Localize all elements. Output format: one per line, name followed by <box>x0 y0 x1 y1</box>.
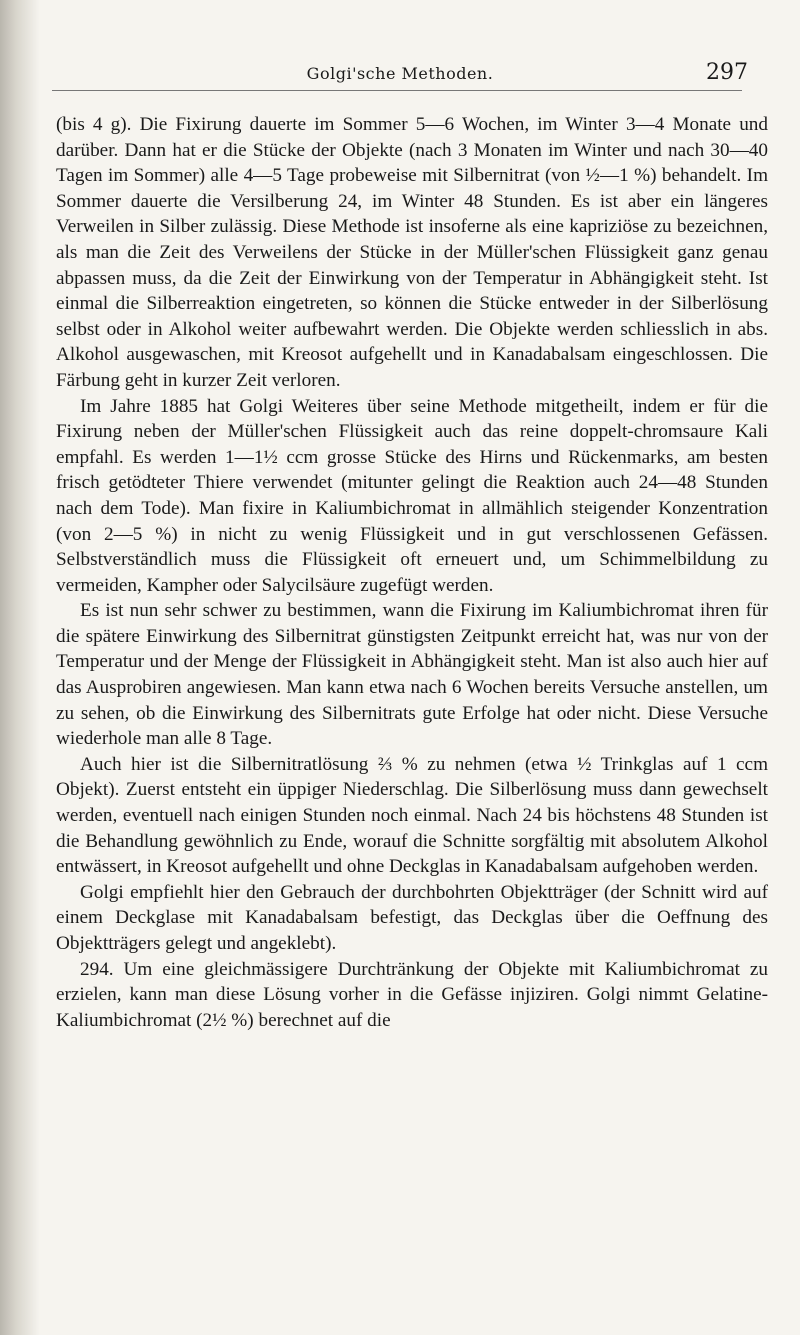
paragraph-6: 294. Um eine gleichmässigere Durchtränkung der Objekte mit Kaliumbichromat zu erzielen, kann man diese Lösung vorher in die Gefässe injiziren. Golgi nimmt Gelatine-Kaliumbichromat (2½ %) berechnet auf die <box>56 958 768 1031</box>
page-number: 297 <box>706 60 748 85</box>
binding-shadow <box>0 0 40 1335</box>
running-head: Golgi'sche Methoden. <box>306 64 494 83</box>
body-text <box>56 112 768 1033</box>
paragraph-4: Auch hier ist die Silbernitratlösung ⅔ % zu nehmen (etwa ½ Trinkglas auf 1 ccm Objekt). Zuerst entsteht ein üppiger Niederschlag. Die Silberlösung muss dann gewechselt werden, eventuell nach einigen Stunden noch einmal. Nach 24 bis höchstens 48 Stunden ist die Behandlung gewöhnlich zu Ende, worauf die Schnitte sorgfältig mit absolutem Alkohol entwässert, in Kreosot aufgehellt und ohne Deckglas in Kanadabalsam aufgehoben werden. <box>56 753 768 878</box>
paragraph-2: Im Jahre 1885 hat Golgi Weiteres über seine Methode mitgetheilt, indem er für die Fixirung neben der Müller'schen Flüssigkeit auch das reine doppelt-chromsaure Kali empfahl. Es werden 1—1½ ccm grosse Stücke des Hirns und Rückenmarks, am besten frisch getödteter Thiere verwendet (mitunter gelingt die Reaktion auch 24—48 Stunden nach dem Tode). Man fixire in Kaliumbichromat in allmählich steigender Konzentration (von 2—5 %) in nicht zu wenig Flüssigkeit und in gut verschlossenen Gefässen. Selbstverständlich muss die Flüssigkeit oft erneuert und, um Schimmelbildung zu vermeiden, Kampher oder Salycilsäure zugefügt werden. <box>56 395 768 596</box>
header-rule <box>52 90 742 91</box>
paragraph-3: Es ist nun sehr schwer zu bestimmen, wann die Fixirung im Kaliumbichromat ihren für die spätere Einwirkung des Silbernitrat günstigsten Zeitpunkt erreicht hat, was nur von der Temperatur und der Menge der Flüssigkeit in Abhängigkeit steht. Man ist also auch hier auf das Ausprobiren angewiesen. Man kann etwa nach 6 Wochen bereits Versuche anstellen, um zu sehen, ob die Einwirkung des Silbernitrats gute Erfolge hat oder nicht. Diese Versuche wiederhole man alle 8 Tage. <box>56 600 768 750</box>
paragraph-1: (bis 4 g). Die Fixirung dauerte im Sommer 5—6 Wochen, im Winter 3—4 Monate und darüber. Dann hat er die Stücke der Objekte (nach 3 Monaten im Winter und nach 30—40 Tagen im Sommer) alle 4—5 Tage probeweise mit Silbernitrat (von ½—1 %) behandelt. Im Sommer dauerte die Versilberung 24, im Winter 48 Stunden. Es ist aber ein längeres Verweilen in Silber zulässig. Diese Methode ist insoferne als eine kapriziöse zu bezeichnen, als man die Zeit des Verweilens der Stücke in der Müller'schen Flüssigkeit ganz genau abpassen muss, da die Zeit der Einwirkung von der Temperatur in Abhängigkeit steht. Ist einmal die Silberreaktion eingetreten, so können die Stücke entweder in der Silberlösung selbst oder in Alkohol weiter aufbewahrt werden. Die Objekte werden schliesslich in abs. Alkohol ausgewaschen, mit Kreosot aufgehellt und in Kanadabalsam eingeschlossen. Die Färbung geht in kurzer Zeit verloren. <box>56 114 768 391</box>
paragraph-5: Golgi empfiehlt hier den Gebrauch der durchbohrten Objektträger (der Schnitt wird auf einem Deckglase mit Kanadabalsam befestigt, das Deckglas über die Oeffnung des Objektträgers gelegt und angeklebt). <box>56 881 768 954</box>
